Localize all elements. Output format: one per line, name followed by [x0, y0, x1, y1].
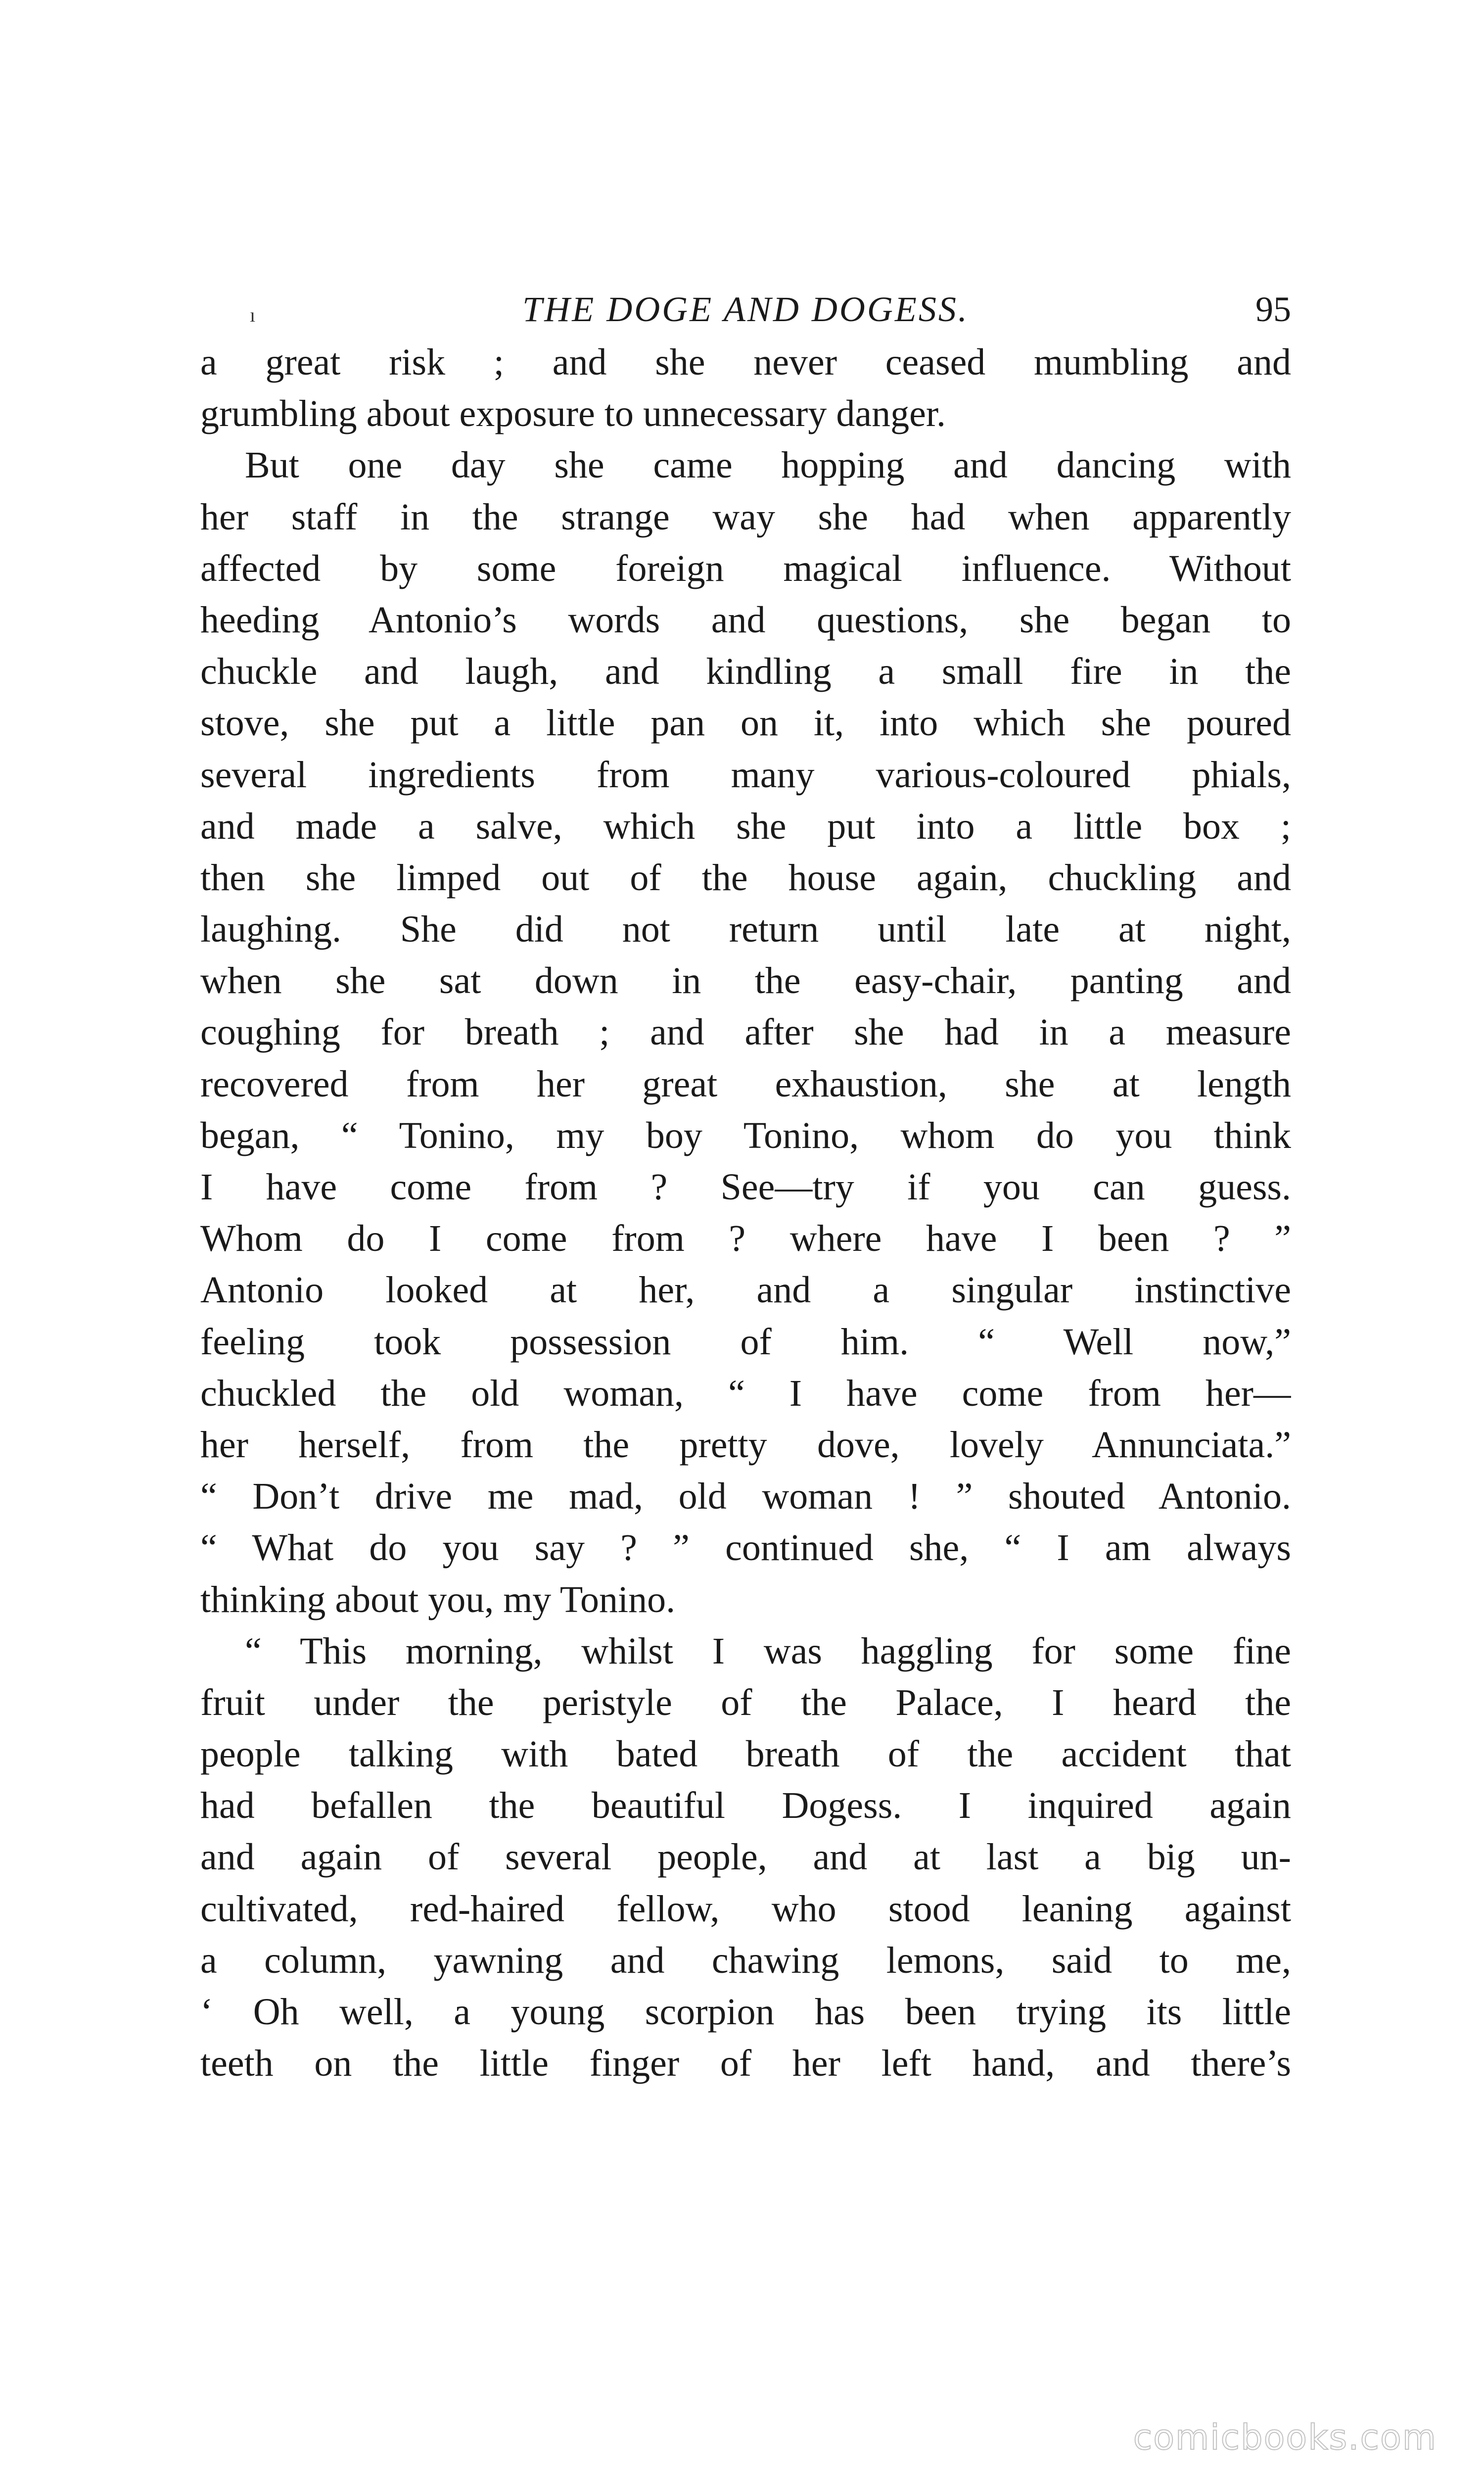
page-number: 95: [1255, 289, 1291, 329]
text-line: teeth on the little finger of her left hand, and there’s: [200, 2043, 1291, 2085]
watermark: comicbooks.com: [1133, 2417, 1437, 2458]
text-line: had befallen the beautiful Dogess. I inquired again: [200, 1785, 1291, 1827]
body-text: [200, 336, 1291, 2089]
text-line: cultivated, red-haired fellow, who stood leaning against: [200, 1888, 1291, 1930]
running-head: [200, 285, 1291, 334]
text-line: “ This morning, whilst I was haggling for some fine: [245, 1630, 1291, 1672]
text-line: But one day she came hopping and dancing with: [245, 444, 1291, 486]
text-line: grumbling about exposure to unnecessary danger.: [200, 393, 946, 435]
text-line: laughing. She did not return until late at night,: [200, 908, 1291, 951]
text-line: chuckle and laugh, and kindling a small fire in the: [200, 651, 1291, 693]
text-line: began, “ Tonino, my boy Tonino, whom do you think: [200, 1114, 1291, 1156]
text-line: I have come from ? See—try if you can guess.: [200, 1166, 1291, 1208]
text-line: her staff in the strange way she had when apparently: [200, 496, 1291, 538]
text-line: and made a salve, which she put into a little box ;: [200, 805, 1291, 847]
text-line: ‘ Oh well, a young scorpion has been trying its little: [200, 1991, 1291, 2033]
text-line: affected by some foreign magical influence. Without: [200, 547, 1291, 589]
text-line: Whom do I come from ? where have I been ? ”: [200, 1218, 1291, 1260]
text-line: “ What do you say ? ” continued she, “ I am always: [200, 1527, 1291, 1569]
text-line: then she limped out of the house again, chuckling and: [200, 856, 1291, 899]
text-line: when she sat down in the easy-chair, panting and: [200, 960, 1291, 1002]
text-line: stove, she put a little pan on it, into which she poured: [200, 702, 1291, 744]
text-line: her herself, from the pretty dove, lovely Annunciata.”: [200, 1424, 1291, 1466]
running-head-mark: ı: [250, 304, 256, 326]
text-line: Antonio looked at her, and a singular instinctive: [200, 1269, 1291, 1311]
text-line: people talking with bated breath of the accident that: [200, 1733, 1291, 1775]
text-line: heeding Antonio’s words and questions, she began to: [200, 599, 1291, 641]
text-line: fruit under the peristyle of the Palace, I heard the: [200, 1681, 1291, 1723]
text-line: recovered from her great exhaustion, she at length: [200, 1063, 1291, 1105]
text-line: chuckled the old woman, “ I have come from her—: [200, 1372, 1291, 1414]
text-line: and again of several people, and at last a big un-: [200, 1836, 1291, 1878]
text-line: thinking about you, my Tonino.: [200, 1578, 676, 1620]
text-line: coughing for breath ; and after she had in a measure: [200, 1011, 1291, 1053]
text-line: feeling took possession of him. “ Well now,”: [200, 1321, 1291, 1363]
text-line: a column, yawning and chawing lemons, said to me,: [200, 1939, 1291, 1981]
chapter-title: THE DOGE AND DOGESS.: [522, 289, 969, 329]
text-line: several ingredients from many various-coloured phials,: [200, 754, 1291, 796]
text-line: a great risk ; and she never ceased mumbling and: [200, 341, 1291, 383]
text-line: “ Don’t drive me mad, old woman ! ” shouted Antonio.: [200, 1475, 1291, 1518]
